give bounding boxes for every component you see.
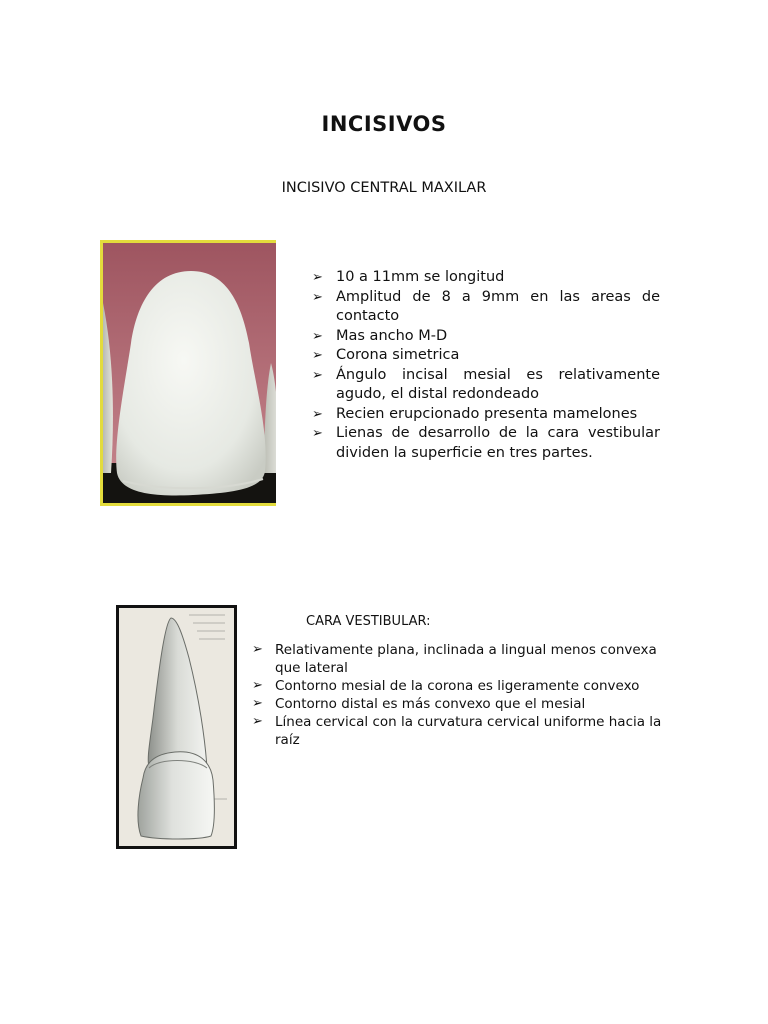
arrow-bullet-icon: ➢ <box>312 289 323 305</box>
list-item: ➢ Recien erupcionado presenta mamelones <box>312 405 660 425</box>
list-item: ➢ Relativamente plana, inclinada a lingual menos convexa que lateral <box>252 642 657 676</box>
incisor-features-list <box>312 268 660 463</box>
incisor-photo <box>100 240 276 506</box>
arrow-bullet-icon: ➢ <box>252 696 263 711</box>
list-item: ➢ Lienas de desarrollo de la cara vestibular dividen la superficie en tres partes. <box>312 425 660 461</box>
vestibular-face-illustration <box>116 605 237 849</box>
list-item: ➢ Corona simetrica <box>312 346 660 366</box>
list-item: ➢ Línea cervical con la curvatura cervical uniforme hacia la raíz <box>252 714 662 748</box>
list-item: ➢ Mas ancho M-D <box>312 327 660 347</box>
list-item: ➢ Ángulo incisal mesial es relativamente agudo, el distal redondeado <box>312 366 660 402</box>
arrow-bullet-icon: ➢ <box>312 406 323 422</box>
list-item: ➢ Contorno distal es más convexo que el mesial <box>252 696 586 712</box>
arrow-bullet-icon: ➢ <box>312 348 323 363</box>
page-title: INCISIVOS <box>321 112 447 136</box>
list-item: ➢ Amplitud de 8 a 9mm en las areas de contacto <box>312 288 660 324</box>
arrow-bullet-icon: ➢ <box>252 642 263 657</box>
list-item: ➢ 10 a 11mm se longitud <box>312 268 660 288</box>
arrow-bullet-icon: ➢ <box>312 328 323 344</box>
list-item: ➢ Contorno mesial de la corona es ligeramente convexo <box>252 678 640 694</box>
arrow-bullet-icon: ➢ <box>312 426 323 441</box>
arrow-bullet-icon: ➢ <box>252 714 263 729</box>
arrow-bullet-icon: ➢ <box>312 270 323 285</box>
section-label-vestibular: CARA VESTIBULAR: <box>306 614 431 629</box>
vestibular-features-list <box>252 641 662 749</box>
arrow-bullet-icon: ➢ <box>252 678 263 693</box>
page-subtitle: INCISIVO CENTRAL MAXILAR <box>281 180 487 196</box>
arrow-bullet-icon: ➢ <box>312 367 323 383</box>
